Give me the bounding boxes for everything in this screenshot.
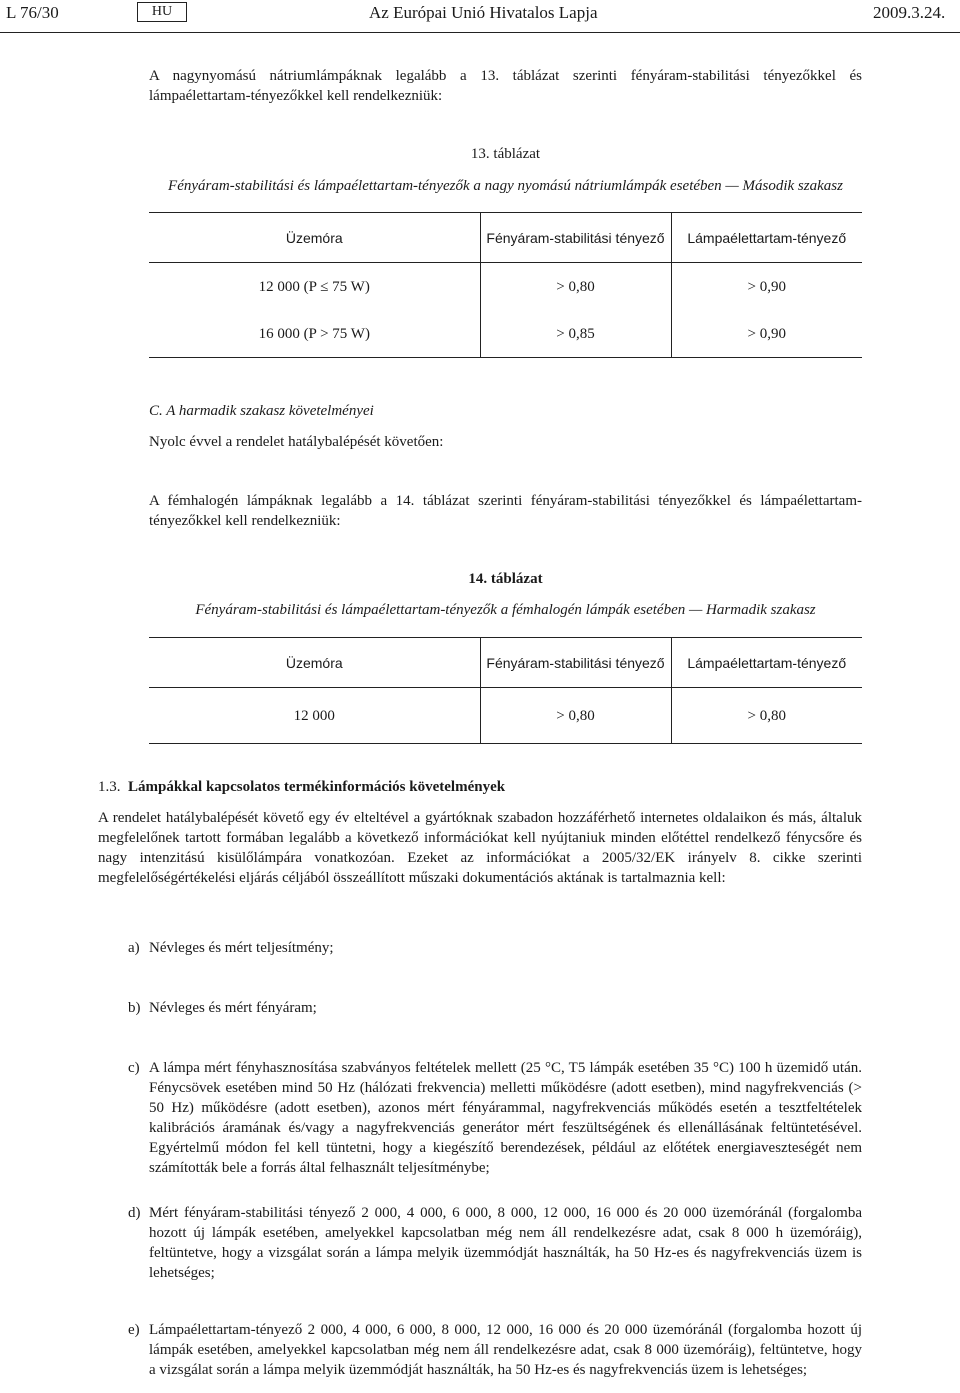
page-reference: L 76/30 bbox=[6, 3, 59, 22]
column-header: Fényáram-stabilitási tényező bbox=[480, 638, 671, 688]
intro-paragraph-13: A nagynyomású nátriumlámpáknak legalább a 13. táblázat szerinti fényáram-stabilitási tényezőkkel és lámpaélettartam-tényezőkkel kell rendelkezniük: bbox=[149, 68, 862, 104]
table-13-header-row bbox=[149, 213, 862, 263]
table-14-header-row bbox=[149, 638, 862, 688]
section-number: 1.3. bbox=[98, 779, 121, 795]
intro-paragraph-14: A fémhalogén lámpáknak legalább a 14. táblázat szerinti fényáram-stabilitási tényezőkkel és lámpaélettartam-tényezőkkel kell rendelkezniük: bbox=[149, 493, 862, 529]
column-header: Lámpaélettartam-tényező bbox=[671, 638, 862, 688]
table-cell: 16 000 (P > 75 W) bbox=[149, 310, 480, 358]
list-item-letter: d) bbox=[128, 1205, 141, 1221]
table-cell: 12 000 bbox=[149, 688, 480, 744]
table-13-number bbox=[149, 144, 862, 164]
table-cell: > 0,80 bbox=[480, 263, 671, 311]
list-item-letter: c) bbox=[128, 1060, 140, 1076]
table-13 bbox=[149, 212, 862, 358]
table-14-number: 14. táblázat bbox=[468, 571, 543, 587]
list-item: Mért fényáram-stabilitási tényező 2 000, 4 000, 6 000, 8 000, 12 000, 16 000 és 20 000 üzemóránál (forgalomba hozott új lámpák esetében, amelyekkel kapcsolatban még nem áll rendelkezésre adat, csak 8 000 h üzemóráig), feltüntetve, hogy a vizsgálat során a lámpa melyik üzemmódját használták, ha 50 Hz-es és nagyfrekvenciás üzem is lehetséges; bbox=[149, 1205, 862, 1281]
list-item: A lámpa mért fényhasznosítása szabványos feltételek mellett (25 °C, T5 lámpák esetében 35 °C) 100 h üzemidő után. Fénycsövek esetében mind 50 Hz (hálózati frekvencia) melletti működésre (adott esetben), mind nagyfrekvenciás (> 50 Hz) működésre (adott esetben), azonos mért fényárammal, nagyfrekvenciás működés esetén a tesztfeltételek kalibrációs áramának és/vagy a nagyfrekvenciás generátor mért feszültségének és ellenállásának feltüntetésével. Egyértelmű módon fel kell tüntetni, hogy a kiegészítő berendezések, például az előtétek energiaveszteségét nem számították bele a forrás által felhasznált teljesítménybe; bbox=[149, 1060, 862, 1176]
journal-title: Az Európai Unió Hivatalos Lapja bbox=[369, 3, 598, 22]
table-row bbox=[149, 263, 862, 311]
table-cell: > 0,80 bbox=[480, 688, 671, 744]
table-13-number-text: 13. táblázat bbox=[470, 146, 541, 162]
list-item-letter: e) bbox=[128, 1322, 140, 1338]
section-body: A rendelet hatálybalépését követő egy év elteltével a gyártóknak szabadon hozzáférhető internetes oldalaikon és más, általuk megfelelőnek tartott formában legalább a következő információkat kell nyújtaniuk minden előtéttel rendelkező fénycsőre és nagy intenzitású kisülőlámpára vonatkozóan. Ezeket az információkat a 2005/32/EK irányelv 8. cikke szerinti megfelelőségértékelési eljárás céljából összeállított műszaki dokumentációs aktának is tartalmaznia kell: bbox=[98, 810, 862, 886]
list-item-letter: b) bbox=[128, 1000, 141, 1016]
table-14 bbox=[149, 637, 862, 744]
table-cell: > 0,85 bbox=[480, 310, 671, 358]
table-cell: > 0,90 bbox=[671, 310, 862, 358]
table-14-caption: Fényáram-stabilitási és lámpaélettartam-tényezők a fémhalogén lámpák esetében — Harmadik szakasz bbox=[195, 602, 816, 618]
column-header: Fényáram-stabilitási tényező bbox=[480, 213, 671, 263]
column-header: Lámpaélettartam-tényező bbox=[671, 213, 862, 263]
list-item: Lámpaélettartam-tényező 2 000, 4 000, 6 000, 8 000, 12 000, 16 000 és 20 000 üzemóránál (forgalomba hozott új lámpák esetében, amelyekkel kapcsolatban még nem áll rendelkezésre adat, csak 8 000 üzemóráig), feltüntetve, hogy a vizsgálat során a lámpa melyik üzemmódját használták, ha 50 Hz-es és nagyfrekvenciás üzem is lehetséges; bbox=[149, 1322, 862, 1378]
table-13-caption: Fényáram-stabilitási és lámpaélettartam-tényezők a nagy nyomású nátriumlámpák esetében — Második szakasz bbox=[168, 178, 843, 194]
table-cell: 12 000 (P ≤ 75 W) bbox=[258, 278, 370, 295]
table-cell: > 0,90 bbox=[747, 278, 786, 295]
list-item: Névleges és mért teljesítmény; bbox=[149, 940, 334, 956]
list-item-letter: a) bbox=[128, 940, 140, 956]
table-row bbox=[149, 310, 862, 358]
section-c-title: C. A harmadik szakasz követelményei bbox=[149, 403, 374, 419]
section-c-subtitle: Nyolc évvel a rendelet hatálybalépését követően: bbox=[149, 434, 444, 450]
list-item: Névleges és mért fényáram; bbox=[149, 1000, 317, 1016]
table-row bbox=[149, 688, 862, 744]
publication-date: 2009.3.24. bbox=[873, 3, 946, 22]
language-code-box: HU bbox=[137, 2, 187, 22]
section-title: Lámpákkal kapcsolatos termékinformációs követelmények bbox=[128, 779, 506, 795]
column-header: Üzemóra bbox=[149, 213, 480, 263]
table-cell: > 0,80 bbox=[671, 688, 862, 744]
header-rule bbox=[0, 32, 960, 33]
column-header: Üzemóra bbox=[149, 638, 480, 688]
